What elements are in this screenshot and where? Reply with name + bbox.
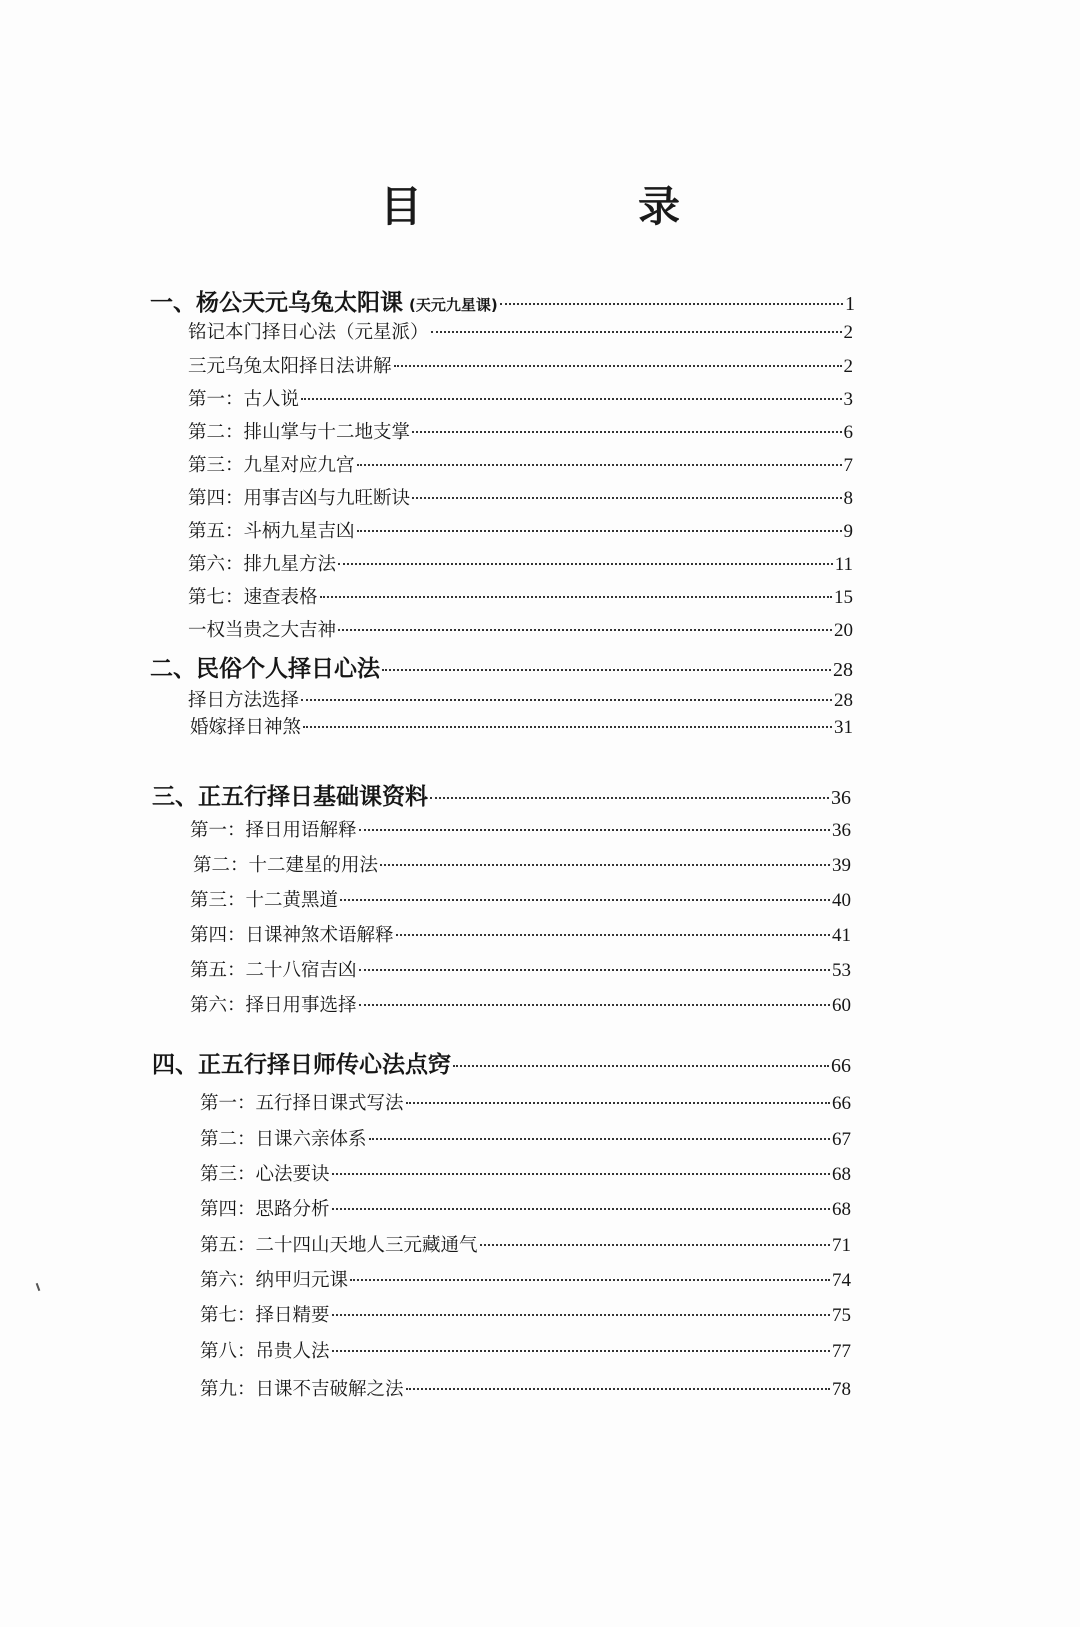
toc-page-number: 60 bbox=[832, 995, 851, 1016]
toc-label: 第二：十二建星的用法 bbox=[193, 855, 379, 876]
toc-entry-row bbox=[200, 1231, 851, 1257]
toc-chapter-row bbox=[150, 284, 855, 317]
dot-leader bbox=[340, 899, 830, 901]
dot-leader bbox=[453, 1065, 829, 1067]
toc-page-number: 36 bbox=[832, 820, 851, 841]
toc-page-number: 8 bbox=[843, 488, 853, 509]
toc-page-number: 7 bbox=[843, 455, 853, 476]
toc-page-number: 40 bbox=[832, 890, 851, 911]
toc-page-number: 71 bbox=[832, 1235, 851, 1256]
dot-leader bbox=[332, 1350, 830, 1352]
toc-label: 第四：用事吉凶与九旺断诀 bbox=[188, 488, 411, 509]
toc-page-number: 9 bbox=[843, 521, 853, 542]
dot-leader bbox=[430, 797, 829, 799]
toc-entry-row bbox=[190, 956, 851, 982]
title-char-right: 录 bbox=[637, 182, 680, 231]
toc-chapter-row bbox=[152, 1046, 851, 1079]
toc-entry-row bbox=[188, 517, 853, 543]
toc-entry-row bbox=[200, 1337, 851, 1363]
toc-page-number: 28 bbox=[833, 659, 853, 681]
toc-chapter-row bbox=[152, 778, 851, 811]
dot-leader bbox=[359, 969, 830, 971]
dot-leader bbox=[359, 829, 830, 831]
toc-entry-row bbox=[190, 713, 853, 739]
toc-label: 三、正五行择日基础课资料 bbox=[152, 784, 428, 810]
toc-label: 第四：日课神煞术语解释 bbox=[190, 925, 394, 946]
dot-leader bbox=[406, 1388, 830, 1390]
toc-label: 第二：排山掌与十二地支掌 bbox=[188, 422, 411, 443]
toc-entry-row bbox=[200, 1375, 851, 1401]
toc-entry-row bbox=[188, 451, 853, 477]
toc-label: 三元乌兔太阳择日法讲解 bbox=[188, 356, 392, 377]
toc-entry-row bbox=[200, 1195, 851, 1221]
toc-page-number: 41 bbox=[832, 925, 851, 946]
toc-label: 第七：速查表格 bbox=[188, 587, 318, 608]
toc-page-number: 74 bbox=[832, 1270, 851, 1291]
toc-entry-row bbox=[188, 418, 853, 444]
toc-label: 婚嫁择日神煞 bbox=[190, 717, 302, 738]
toc-page-number: 78 bbox=[832, 1379, 851, 1400]
dot-leader bbox=[320, 596, 832, 598]
toc-entry-row bbox=[188, 616, 853, 642]
toc-entry-row bbox=[188, 385, 853, 411]
toc-page-number: 39 bbox=[832, 855, 851, 876]
dot-leader bbox=[396, 934, 830, 936]
toc-entry-row bbox=[188, 352, 853, 378]
toc-label: 第一：五行择日课式写法 bbox=[200, 1093, 404, 1114]
toc-page-number: 6 bbox=[843, 422, 853, 443]
toc-page-number: 36 bbox=[831, 787, 851, 809]
toc-subtitle: (天元九星课) bbox=[409, 296, 498, 314]
toc-page-number: 68 bbox=[832, 1199, 851, 1220]
toc-label: 第八：吊贵人法 bbox=[200, 1341, 330, 1362]
toc-page-number: 66 bbox=[831, 1055, 851, 1077]
dot-leader bbox=[382, 669, 831, 671]
toc-entry-row bbox=[190, 816, 851, 842]
toc-entry-row bbox=[188, 686, 853, 712]
scan-speck bbox=[36, 1283, 41, 1291]
toc-page-number: 2 bbox=[843, 322, 853, 343]
toc-label: 一权当贵之大吉神 bbox=[188, 620, 337, 641]
toc-page-number: 66 bbox=[832, 1093, 851, 1114]
toc-page-number: 67 bbox=[832, 1129, 851, 1150]
toc-entry-row bbox=[200, 1089, 851, 1115]
toc-label: 第三：十二黄黑道 bbox=[190, 890, 339, 911]
toc-entry-row bbox=[200, 1301, 851, 1327]
toc-label: 第七：择日精要 bbox=[200, 1305, 330, 1326]
toc-entry-row bbox=[188, 583, 853, 609]
dot-leader bbox=[406, 1102, 830, 1104]
toc-page-number: 28 bbox=[834, 690, 853, 711]
toc-page-number: 1 bbox=[845, 293, 855, 315]
toc-label: 第五：二十八宿吉凶 bbox=[190, 960, 357, 981]
dot-leader bbox=[301, 699, 832, 701]
toc-page-number: 77 bbox=[832, 1341, 851, 1362]
toc-label: 第四：思路分析 bbox=[200, 1199, 330, 1220]
toc-label: 择日方法选择 bbox=[188, 690, 300, 711]
toc-label: 第六：排九星方法 bbox=[188, 554, 337, 575]
toc-label: 四、正五行择日师传心法点窍 bbox=[152, 1052, 451, 1078]
toc-entry-row bbox=[188, 318, 853, 344]
toc-page-number: 11 bbox=[834, 554, 853, 575]
toc-label: 第五：斗柄九星吉凶 bbox=[188, 521, 355, 542]
toc-label: 第三：心法要诀 bbox=[200, 1164, 330, 1185]
toc-page-number: 3 bbox=[843, 389, 853, 410]
toc-page-number: 68 bbox=[832, 1164, 851, 1185]
dot-leader bbox=[500, 303, 843, 305]
toc-label: 一、杨公天元乌兔太阳课 bbox=[150, 290, 403, 316]
toc-label: 第三：九星对应九宫 bbox=[188, 455, 355, 476]
dot-leader bbox=[338, 629, 832, 631]
toc-label: 第二：日课六亲体系 bbox=[200, 1129, 367, 1150]
dot-leader bbox=[338, 563, 833, 565]
dot-leader bbox=[332, 1173, 830, 1175]
toc-label: 第六：纳甲归元课 bbox=[200, 1270, 349, 1291]
dot-leader bbox=[357, 530, 842, 532]
toc-entry-row bbox=[190, 991, 851, 1017]
dot-leader bbox=[380, 864, 830, 866]
dot-leader bbox=[412, 431, 841, 433]
toc-entry-row bbox=[188, 550, 853, 576]
toc-entry-row bbox=[193, 851, 851, 877]
toc-page-number: 31 bbox=[834, 717, 853, 738]
dot-leader bbox=[301, 398, 841, 400]
dot-leader bbox=[431, 331, 842, 333]
toc-entry-row bbox=[190, 921, 851, 947]
toc-label: 第九：日课不吉破解之法 bbox=[200, 1379, 404, 1400]
dot-leader bbox=[369, 1138, 830, 1140]
dot-leader bbox=[412, 497, 841, 499]
dot-leader bbox=[332, 1314, 830, 1316]
toc-entry-row bbox=[200, 1125, 851, 1151]
toc-entry-row bbox=[188, 484, 853, 510]
toc-page-number: 20 bbox=[834, 620, 853, 641]
title-char-left: 目 bbox=[380, 182, 423, 231]
toc-page-number: 75 bbox=[832, 1305, 851, 1326]
toc-page-number: 53 bbox=[832, 960, 851, 981]
toc-entry-row bbox=[200, 1266, 851, 1292]
toc-page-number: 2 bbox=[843, 356, 853, 377]
toc-label: 第五：二十四山天地人三元藏通气 bbox=[200, 1235, 478, 1256]
dot-leader bbox=[350, 1279, 830, 1281]
toc-label: 第一：择日用语解释 bbox=[190, 820, 357, 841]
page-title bbox=[380, 182, 680, 232]
toc-label: 第一：古人说 bbox=[188, 389, 300, 410]
dot-leader bbox=[359, 1004, 830, 1006]
toc-chapter-row bbox=[150, 650, 853, 683]
dot-leader bbox=[357, 464, 842, 466]
toc-label: 二、民俗个人择日心法 bbox=[150, 656, 380, 682]
toc-label: 第六：择日用事选择 bbox=[190, 995, 357, 1016]
toc-page-number: 15 bbox=[834, 587, 853, 608]
dot-leader bbox=[394, 365, 842, 367]
dot-leader bbox=[303, 726, 832, 728]
dot-leader bbox=[480, 1244, 830, 1246]
toc-entry-row bbox=[190, 886, 851, 912]
toc-label: 铭记本门择日心法（元星派） bbox=[188, 322, 429, 343]
dot-leader bbox=[332, 1208, 830, 1210]
toc-entry-row bbox=[200, 1160, 851, 1186]
